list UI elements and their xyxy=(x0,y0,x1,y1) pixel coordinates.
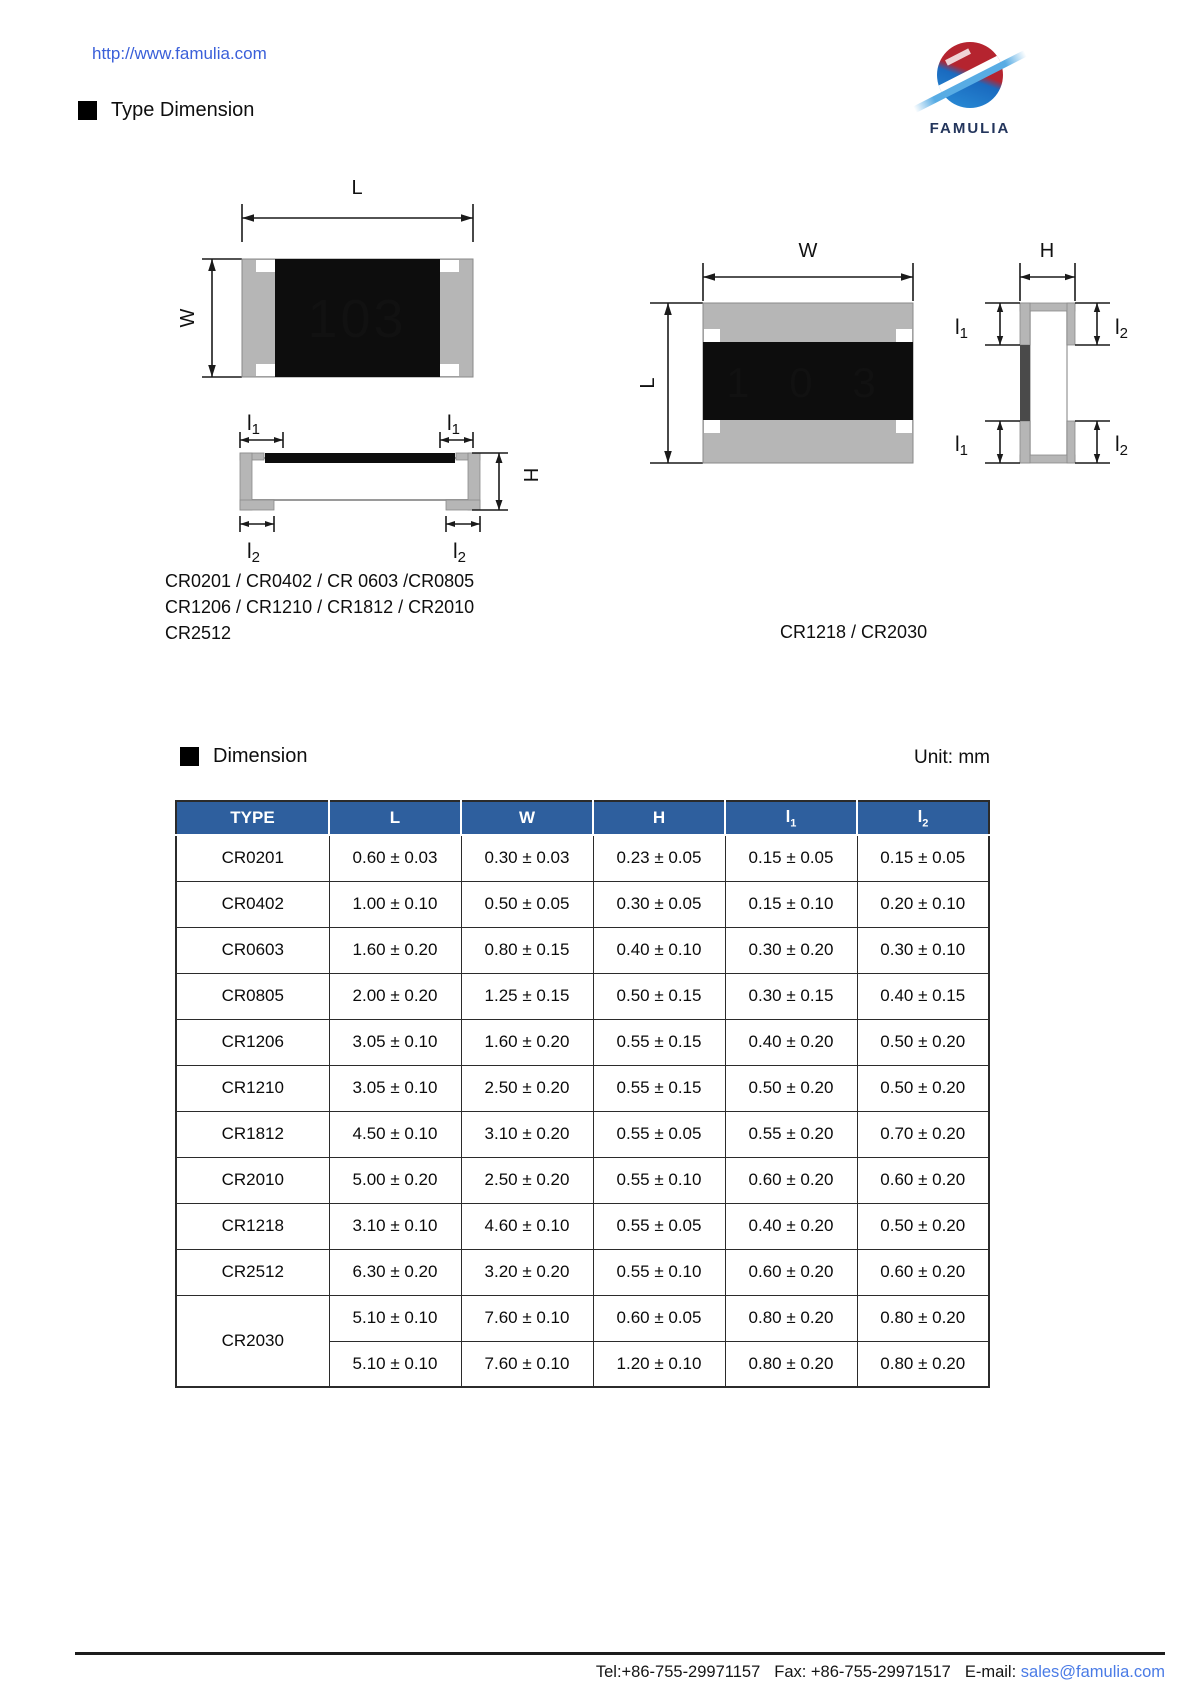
dim-label-L: L xyxy=(637,377,659,389)
value-cell: 0.50 ± 0.20 xyxy=(725,1065,857,1111)
value-cell: 0.60 ± 0.20 xyxy=(725,1157,857,1203)
value-cell: 0.30 ± 0.20 xyxy=(725,927,857,973)
dim-label-H: H xyxy=(1039,240,1055,262)
dim-label-l2: l2 xyxy=(1115,316,1129,342)
value-cell: 7.60 ± 0.10 xyxy=(461,1341,593,1387)
type-cell: CR1812 xyxy=(176,1111,329,1157)
table-row xyxy=(176,927,989,973)
value-cell: 0.55 ± 0.05 xyxy=(593,1111,725,1157)
column-header-l2: $l_2$ xyxy=(857,801,989,835)
type-cell: CR2030 xyxy=(176,1295,329,1387)
value-cell: 0.50 ± 0.20 xyxy=(857,1203,989,1249)
dimension-table xyxy=(175,800,990,1388)
value-cell: 0.55 ± 0.10 xyxy=(593,1249,725,1295)
dim-label-H: H xyxy=(519,467,541,483)
value-cell: 6.30 ± 0.20 xyxy=(329,1249,461,1295)
value-cell: 5.10 ± 0.10 xyxy=(329,1341,461,1387)
value-cell: 0.60 ± 0.05 xyxy=(593,1295,725,1341)
value-cell: 0.60 ± 0.20 xyxy=(857,1249,989,1295)
table-row xyxy=(176,1111,989,1157)
value-cell: 0.30 ± 0.05 xyxy=(593,881,725,927)
dim-label-W: W xyxy=(177,308,199,328)
value-cell: 0.15 ± 0.05 xyxy=(725,835,857,881)
logo-wordmark: FAMULIA xyxy=(929,120,1011,137)
dim-label-l2: l2 xyxy=(247,540,261,566)
caption-line: CR2512 xyxy=(165,623,232,643)
value-cell: 3.10 ± 0.10 xyxy=(329,1203,461,1249)
value-cell: 0.20 ± 0.10 xyxy=(857,881,989,927)
footer-divider xyxy=(75,1652,1165,1655)
type-cell: CR0805 xyxy=(176,973,329,1019)
value-cell: 0.15 ± 0.10 xyxy=(725,881,857,927)
value-cell: 0.60 ± 0.20 xyxy=(725,1249,857,1295)
value-cell: 0.80 ± 0.20 xyxy=(857,1295,989,1341)
value-cell: 3.10 ± 0.20 xyxy=(461,1111,593,1157)
diagram-caption-right: CR1218 / CR2030 xyxy=(780,622,928,642)
dim-label-L: L xyxy=(351,177,363,199)
footer-email-link[interactable]: sales@famulia.com xyxy=(1020,1663,1165,1681)
chip-top-view xyxy=(242,259,473,377)
site-url-link[interactable]: http://www.famulia.com xyxy=(92,44,267,63)
footer-fax: Fax: +86-755-29971517 xyxy=(774,1663,951,1681)
value-cell: 0.40 ± 0.20 xyxy=(725,1203,857,1249)
section-title: Type Dimension xyxy=(111,99,255,121)
value-cell: 2.50 ± 0.20 xyxy=(461,1157,593,1203)
value-cell: 4.50 ± 0.10 xyxy=(329,1111,461,1157)
value-cell: 0.80 ± 0.20 xyxy=(725,1341,857,1387)
value-cell: 0.80 ± 0.20 xyxy=(857,1341,989,1387)
dim-label-l1: l1 xyxy=(247,412,261,438)
heading-square-icon xyxy=(78,101,97,120)
dim-label-l1: l1 xyxy=(955,433,969,459)
value-cell: 0.23 ± 0.05 xyxy=(593,835,725,881)
chip-end-view xyxy=(1020,303,1075,463)
value-cell: 1.25 ± 0.15 xyxy=(461,973,593,1019)
value-cell: 3.05 ± 0.10 xyxy=(329,1019,461,1065)
value-cell: 0.60 ± 0.03 xyxy=(329,835,461,881)
type-cell: CR1210 xyxy=(176,1065,329,1111)
table-row xyxy=(176,835,989,881)
value-cell: 0.80 ± 0.15 xyxy=(461,927,593,973)
type-cell: CR0402 xyxy=(176,881,329,927)
column-header-h: H xyxy=(593,801,725,835)
table-row xyxy=(176,1295,989,1341)
value-cell: 0.50 ± 0.20 xyxy=(857,1019,989,1065)
value-cell: 0.55 ± 0.20 xyxy=(725,1111,857,1157)
type-cell: CR1206 xyxy=(176,1019,329,1065)
value-cell: 0.80 ± 0.20 xyxy=(725,1295,857,1341)
value-cell: 0.55 ± 0.10 xyxy=(593,1157,725,1203)
dim-label-l1: l1 xyxy=(447,412,461,438)
table-row xyxy=(176,1157,989,1203)
value-cell: 5.10 ± 0.10 xyxy=(329,1295,461,1341)
value-cell: 1.00 ± 0.10 xyxy=(329,881,461,927)
table-row xyxy=(176,1065,989,1111)
type-cell: CR0201 xyxy=(176,835,329,881)
value-cell: 0.40 ± 0.15 xyxy=(857,973,989,1019)
value-cell: 3.20 ± 0.20 xyxy=(461,1249,593,1295)
value-cell: 0.55 ± 0.05 xyxy=(593,1203,725,1249)
caption-line: CR1206 / CR1210 / CR1812 / CR2010 xyxy=(165,597,475,617)
column-header-l: L xyxy=(329,801,461,835)
caption-line: CR0201 / CR0402 / CR 0603 /CR0805 xyxy=(165,571,475,591)
dim-label-W: W xyxy=(798,240,818,262)
type-cell: CR0603 xyxy=(176,927,329,973)
value-cell: 0.70 ± 0.20 xyxy=(857,1111,989,1157)
section-heading-type-dimension xyxy=(78,99,254,122)
footer-email-label: E-mail: xyxy=(964,1663,1017,1681)
value-cell: 2.00 ± 0.20 xyxy=(329,973,461,1019)
table-row xyxy=(176,1203,989,1249)
value-cell: 4.60 ± 0.10 xyxy=(461,1203,593,1249)
dim-label-l2: l2 xyxy=(1115,433,1129,459)
value-cell: 0.50 ± 0.05 xyxy=(461,881,593,927)
value-cell: 0.40 ± 0.20 xyxy=(725,1019,857,1065)
value-cell: 0.50 ± 0.15 xyxy=(593,973,725,1019)
value-cell: 1.60 ± 0.20 xyxy=(461,1019,593,1065)
column-header-l1: $l_1$ xyxy=(725,801,857,835)
value-cell: 0.60 ± 0.20 xyxy=(857,1157,989,1203)
value-cell: 0.15 ± 0.05 xyxy=(857,835,989,881)
chip-diagram-wide xyxy=(610,195,1170,495)
value-cell: 3.05 ± 0.10 xyxy=(329,1065,461,1111)
value-cell: 0.55 ± 0.15 xyxy=(593,1019,725,1065)
column-header-w: W xyxy=(461,801,593,835)
diagram-caption-left xyxy=(165,568,474,646)
logo-mark-icon xyxy=(937,42,1003,108)
chip-side-view xyxy=(240,453,480,510)
value-cell: 0.40 ± 0.10 xyxy=(593,927,725,973)
value-cell: 1.20 ± 0.10 xyxy=(593,1341,725,1387)
famulia-logo xyxy=(920,38,1020,143)
dimension-table-header-row xyxy=(176,801,989,835)
footer-contact xyxy=(400,1663,1165,1682)
dim-label-l1: l1 xyxy=(955,316,969,342)
value-cell: 0.30 ± 0.10 xyxy=(857,927,989,973)
resistor-marking: 103 xyxy=(307,289,407,349)
footer-tel: Tel:+86-755-29971157 xyxy=(595,1663,761,1681)
dimension-table-body xyxy=(176,835,989,1387)
dim-label-l2: l2 xyxy=(453,540,467,566)
value-cell: 7.60 ± 0.10 xyxy=(461,1295,593,1341)
type-cell: CR2010 xyxy=(176,1157,329,1203)
unit-label: Unit: mm xyxy=(914,747,990,768)
value-cell: 0.55 ± 0.15 xyxy=(593,1065,725,1111)
heading-square-icon xyxy=(180,747,199,766)
type-cell: CR1218 xyxy=(176,1203,329,1249)
resistor-marking: 1 0 3 xyxy=(726,359,890,406)
table-row xyxy=(176,1019,989,1065)
value-cell: 0.30 ± 0.15 xyxy=(725,973,857,1019)
column-header-type: TYPE xyxy=(176,801,329,835)
value-cell: 5.00 ± 0.20 xyxy=(329,1157,461,1203)
value-cell: 2.50 ± 0.20 xyxy=(461,1065,593,1111)
chip-diagram-standard xyxy=(150,170,550,590)
table-row xyxy=(176,1249,989,1295)
value-cell: 0.50 ± 0.20 xyxy=(857,1065,989,1111)
table-row xyxy=(176,881,989,927)
section-title: Dimension xyxy=(213,745,308,767)
table-row xyxy=(176,973,989,1019)
type-cell: CR2512 xyxy=(176,1249,329,1295)
section-heading-dimension xyxy=(180,745,307,768)
value-cell: 0.30 ± 0.03 xyxy=(461,835,593,881)
chip-top-view-wide xyxy=(703,303,913,463)
value-cell: 1.60 ± 0.20 xyxy=(329,927,461,973)
